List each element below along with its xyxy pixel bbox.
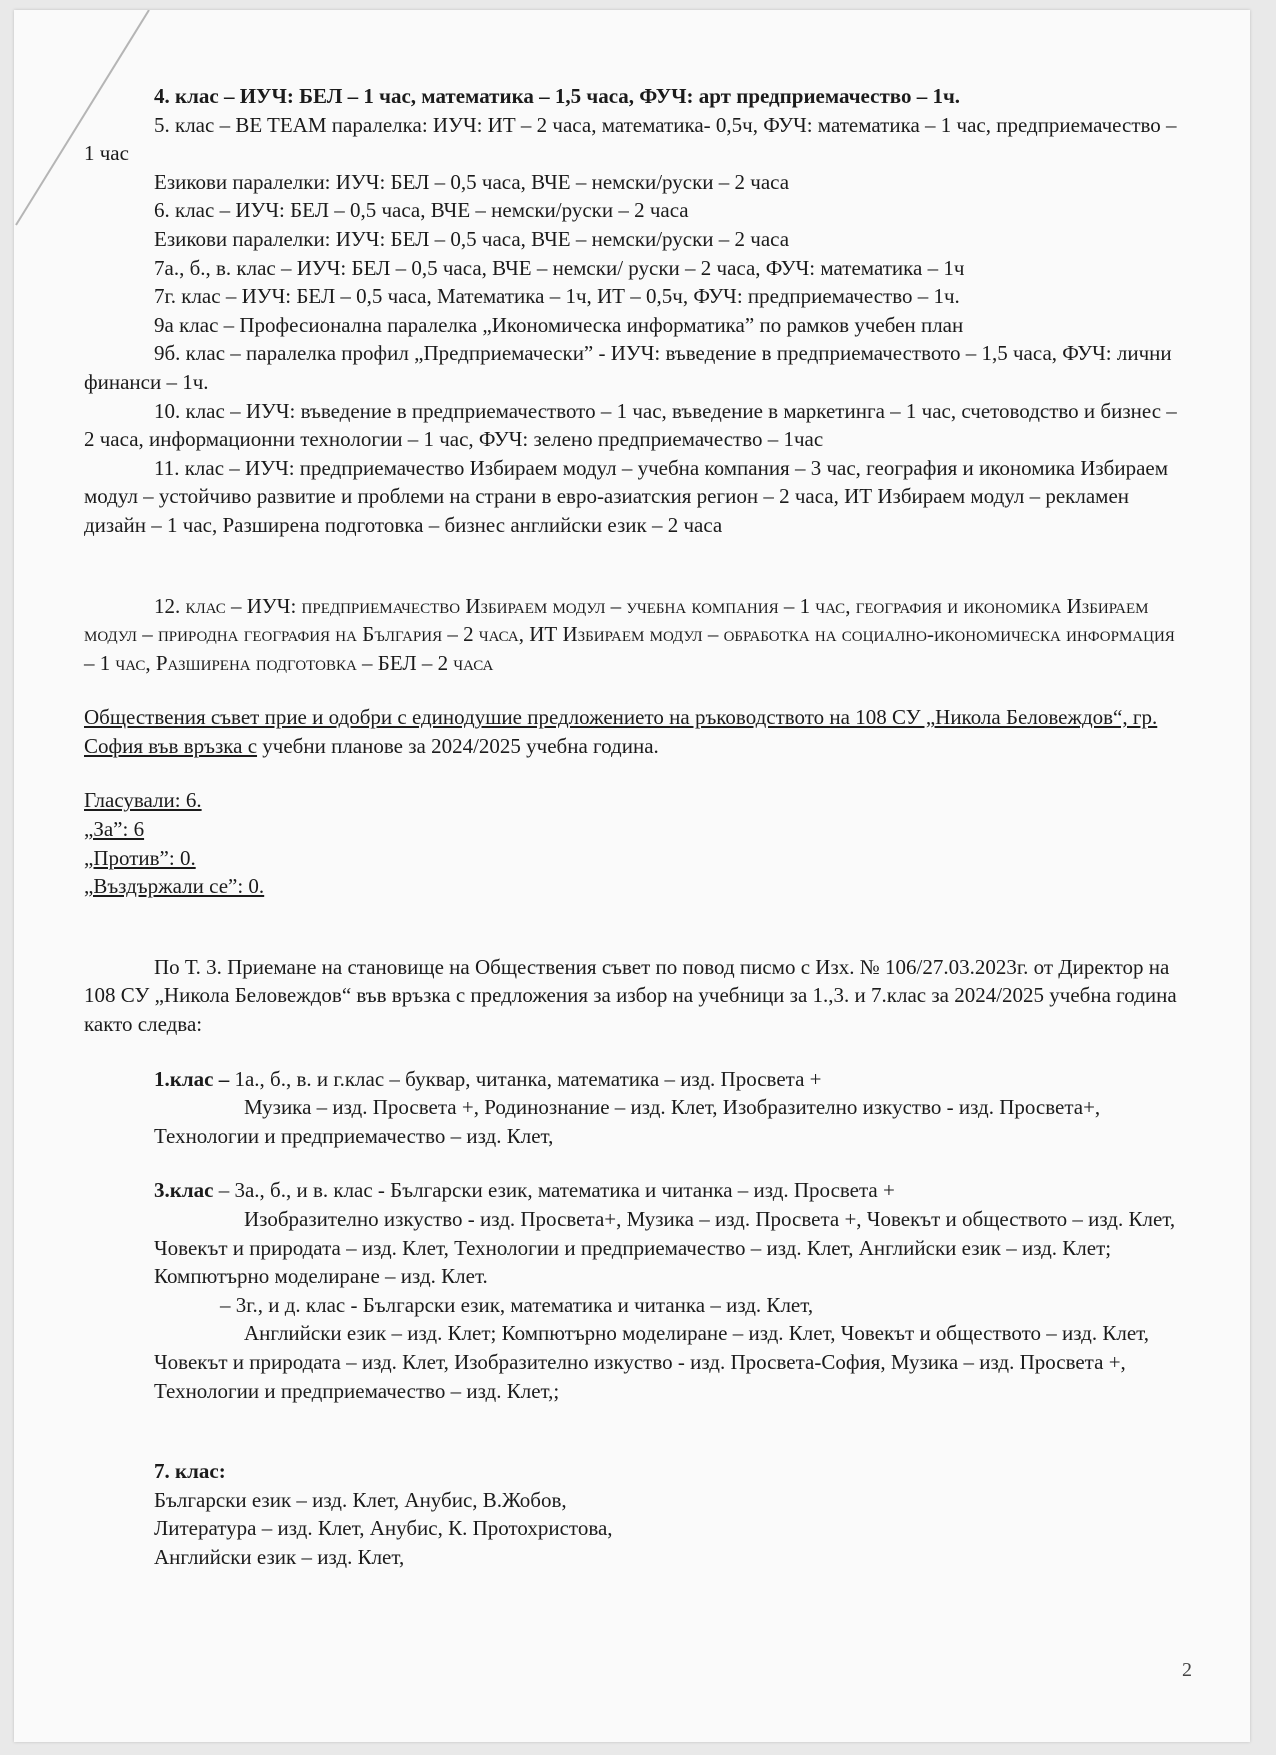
grade1-line1: 1а., б., в. и г.клас – буквар, читанка, математика – изд. Просвета + (229, 1066, 822, 1091)
grade7-item: Английски език – изд. Клет, (154, 1544, 405, 1569)
council-decision-rest: учебни планове за 2024/2025 учебна година. (257, 733, 659, 758)
document-body (84, 82, 1184, 1572)
grade1-label: 1.клас – (154, 1066, 230, 1091)
grade6-language-line: Езикови паралелки: ИУЧ: БЕЛ – 0,5 часа, ВЧЕ – немски/руски – 2 часа (154, 226, 790, 251)
grade7-item: Български език – изд. Клет, Анубис, В.Жобов, (154, 1487, 567, 1512)
grade3-line4: Английски език – изд. Клет; Компютърно моделиране – изд. Клет, Човекът и обществото – изд. Клет, Човекът и природата – изд. Клет, Изобразително изкуство - изд. Просвета-София, Музика – изд. Просвета +, Технологии и предприемачество – изд. Клет,; (154, 1321, 1150, 1403)
council-decision-underlined: Обществения съвет прие и одобри с единодушие предложението на ръководството на 108 СУ „Никола Беловеждов“, гр. София във връзка с (84, 705, 1158, 758)
grade3-line1: – 3а., б., и в. клас - Български език, математика и читанка – изд. Просвета + (213, 1178, 895, 1203)
votes-abstained: „Въздържали се”: 0. (84, 874, 265, 899)
grade3-books (84, 1176, 1184, 1205)
grade7-item: Литература – изд. Клет, Анубис, К. Протохристова, (154, 1516, 613, 1541)
grade11-line: 11. клас – ИУЧ: предприемачество Избираем модул – учебна компания – 3 час, география и икономика Избираем модул – устойчиво развитие и проблеми на страни в евро-азиатския регион – 2 часа, ИТ Избираем модул – рекламен дизайн – 1 час, Разширена подготовка – бизнес английски език – 2 часа (84, 455, 1169, 537)
grade5-language-line: Езикови паралелки: ИУЧ: БЕЛ – 0,5 часа, ВЧЕ – немски/руски – 2 часа (154, 169, 790, 194)
grade9a-line: 9а клас – Професионална паралелка „Икономическа информатика” по рамков учебен план (154, 312, 964, 337)
item3-intro: По Т. 3. Приемане на становище на Обществения съвет по повод писмо с Изх. № 106/27.03.2023г. от Директор на 108 СУ „Никола Беловеждов“ във връзка с предложения за избор на учебници за 1.,3. и 7.клас за 2024/2025 учебна година както следва: (84, 954, 1177, 1037)
grade7-label: 7. клас: (154, 1459, 226, 1484)
grade3-label: 3.клас (154, 1178, 214, 1203)
council-decision (84, 703, 1184, 760)
grade3-line3: – 3г., и д. клас - Български език, математика и читанка – изд. Клет, (220, 1292, 814, 1317)
grade5-line: 5. клас – BE TEAM паралелка: ИУЧ: ИТ – 2 часа, математика- 0,5ч, ФУЧ: математика – 1 час, предприемачество – 1 час (84, 112, 1177, 166)
grade7g-line: 7г. клас – ИУЧ: БЕЛ – 0,5 часа, Математика – 1ч, ИТ – 0,5ч, ФУЧ: предприемачество – 1ч. (154, 284, 960, 309)
grade7abv-line: 7а., б., в. клас – ИУЧ: БЕЛ – 0,5 часа, ВЧЕ – немски/ руски – 2 часа, ФУЧ: математика – 1ч (154, 255, 965, 280)
votes-total: Гласували: 6. (84, 788, 202, 813)
grade10-line: 10. клас – ИУЧ: въведение в предприемачеството – 1 час, въведение в маркетинга – 1 час, счетоводство и бизнес – 2 часа, информационни технологии – 1 час, ФУЧ: зелено предприемачество – 1час (84, 398, 1177, 452)
votes-for: „За”: 6 (84, 817, 145, 842)
grade6-line: 6. клас – ИУЧ: БЕЛ – 0,5 часа, ВЧЕ – немски/руски – 2 часа (154, 198, 689, 223)
document-page (14, 10, 1250, 1742)
grade1-books (84, 1065, 1184, 1094)
page-number: 2 (1182, 1659, 1192, 1681)
votes-against: „Против”: 0. (84, 845, 196, 870)
grade4-line: 4. клас – ИУЧ: БЕЛ – 1 час, математика – 1,5 часа, ФУЧ: арт предприемачество – 1ч. (154, 84, 961, 108)
grade9b-line: 9б. клас – паралелка профил „Предприемачески” - ИУЧ: въведение в предприемачеството – 1,5 часа, ФУЧ: лични финанси – 1ч. (84, 341, 1172, 394)
grade1-line2: Музика – изд. Просвета +, Родинознание – изд. Клет, Изобразително изкуство - изд. Просвета+, Технологии и предприемачество – изд. Клет, (154, 1095, 1101, 1148)
grade3-line2: Изобразително изкуство - изд. Просвета+, Музика – изд. Просвета +, Човекът и обществото – изд. Клет, Човекът и природата – изд. Клет, Технологии и предприемачество – изд. Клет, Английски език – изд. Клет; Компютърно моделиране – изд. Клет. (154, 1207, 1176, 1289)
grade12-line: 12. клас – ИУЧ: предприемачество Избираем модул – учебна компания – 1 час, география и икономика Избираем модул – природна география на България – 2 часа, ИТ Избираем модул – обработка на социално-икономическа информация – 1 час, Разширена подготовка – БЕЛ – 2 часа (84, 593, 1175, 675)
